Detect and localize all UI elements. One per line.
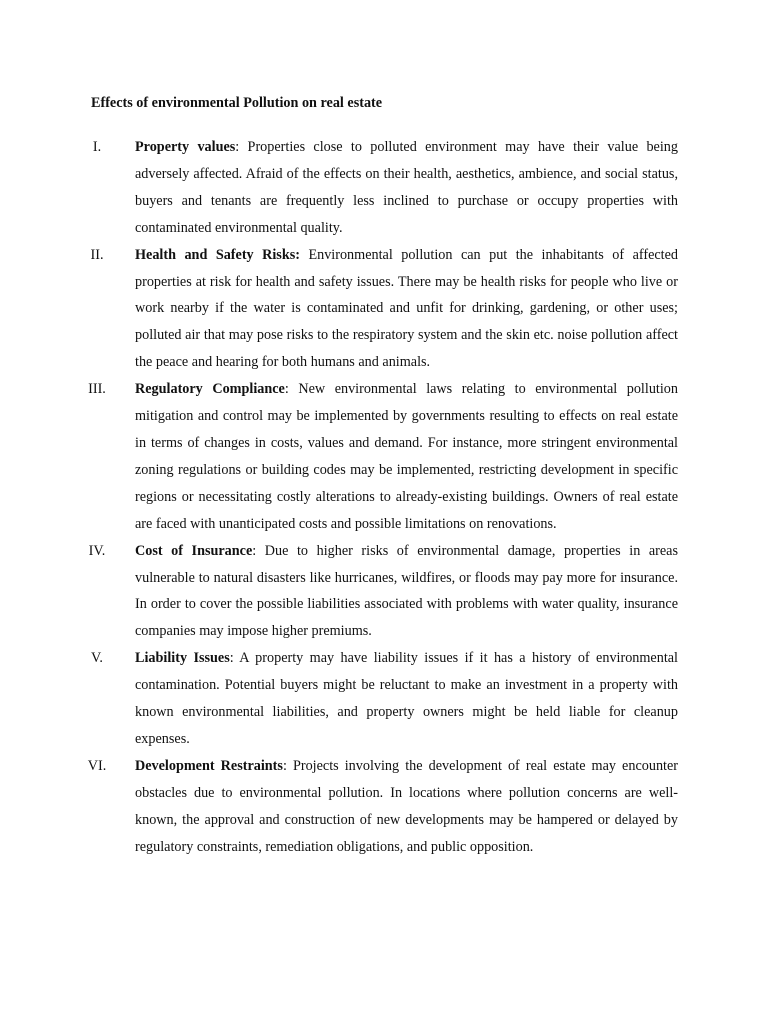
list-item-text: : Properties close to polluted environment may have their value being adversely affected. Afraid of the effects on their health, aesthetics, ambience, and social status, buyers and tenants are frequently less inclined to purchase or occupy properties with contaminated environmental quality. [135, 139, 678, 236]
list-item-body [135, 538, 678, 646]
list-item-text: : Projects involving the development of real estate may encounter obstacles due to environmental pollution. In locations where pollution concerns are well-known, the approval and construction of new developments may be hampered or delayed by regulatory constraints, remediation obligations, and public opposition. [135, 757, 678, 855]
list-item-body [135, 645, 678, 753]
list-numeral: V. [91, 650, 103, 667]
list-numeral: III. [88, 381, 106, 398]
list-item-liability-issues [0, 645, 768, 753]
list-item-cost-of-insurance [0, 538, 768, 646]
list-item-heading: Liability Issues [135, 650, 230, 667]
list-item-development-restraints [0, 753, 768, 861]
list-numeral: I. [92, 139, 102, 155]
list-item-body [135, 753, 678, 861]
page-title: Effects of environmental Pollution on real estate [91, 95, 383, 111]
list-item-text: Environmental pollution can put the inhabitants of affected properties at risk for health and safety issues. There may be health risks for people who live or work nearby if the water is contaminated and unfit for drinking, gardening, or other uses; polluted air that may pose risks to the respiratory system and the skin etc. noise pollution affect the peace and hearing for both humans and animals. [135, 246, 678, 371]
list-item-heading: Regulatory Compliance [135, 381, 285, 398]
list-item-heading: Property values [135, 139, 236, 155]
list-item-body [135, 242, 678, 377]
list-item-heading: Development Restraints [135, 757, 283, 774]
list-item-regulatory-compliance [0, 376, 768, 537]
list-item-heading: Cost of Insurance [135, 542, 253, 559]
list-item-body [135, 376, 678, 537]
list-numeral: II. [90, 246, 104, 263]
list-numeral: IV. [88, 542, 106, 559]
list-item-heading: Health and Safety Risks: [135, 246, 300, 263]
list-item-text: : New environmental laws relating to environmental pollution mitigation and control may be implemented by governments resulting to effects on real estate in terms of changes in costs, values and demand. For instance, more stringent environmental zoning regulations or building codes may be implemented, restricting development in specific regions or necessitating costly alterations to already-existing buildings. Owners of real estate are faced with unanticipated costs and possible limitations on renovations. [135, 381, 678, 532]
list-item-property-values [0, 134, 768, 242]
effects-list [0, 134, 768, 860]
list-item-text: : Due to higher risks of environmental damage, properties in areas vulnerable to natural disasters like hurricanes, wildfires, or floods may pay more for insurance. In order to cover the possible liabilities associated with problems with water quality, insurance companies may impose higher premiums. [135, 542, 678, 640]
list-item-text: : A property may have liability issues if it has a history of environmental contamination. Potential buyers might be reluctant to make an investment in a property with known environmental liabilities, and property owners might be held liable for cleanup expenses. [135, 650, 679, 747]
list-item-health-safety [0, 242, 768, 377]
list-numeral: VI. [87, 757, 107, 774]
list-item-body [135, 134, 678, 242]
